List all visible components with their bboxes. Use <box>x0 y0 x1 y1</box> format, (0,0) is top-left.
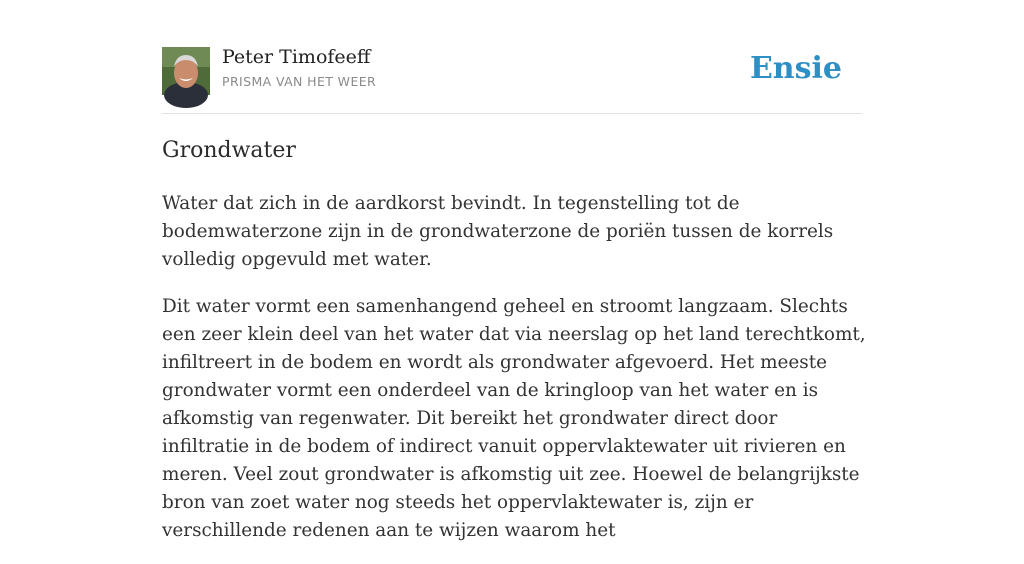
paragraph: Water dat zich in de aardkorst bevindt. In tegenstelling tot de bodemwaterzone zijn in de grondwaterzone de poriën tussen de korrels volledig opgevuld met water. <box>162 193 834 270</box>
paragraph: Dit water vormt een samenhangend geheel en stroomt langzaam. Slechts een zeer klein deel van het water dat via neerslag op het land terechtkomt, infiltreert in de bodem en wordt als grondwater afgevoerd. Het meeste grondwater vormt een onderdeel van de kringloop van het water en is afkomstig van regenwater. Dit bereikt het grondwater direct door infiltratie in de bodem of indirect vanuit oppervlaktewater uit rivieren en meren. Veel zout grondwater is afkomstig uit zee. Hoewel de belangrijkste bron van zoet water nog steeds het oppervlaktewater is, zijn er verschillende redenen aan te wijzen waarom het <box>162 296 866 541</box>
header-divider <box>162 113 862 114</box>
author-name[interactable]: Peter Timofeeff <box>222 46 371 68</box>
author-subtitle[interactable]: PRISMA VAN HET WEER <box>222 74 377 89</box>
avatar-image <box>162 47 210 95</box>
article-title: Grondwater <box>162 138 296 163</box>
author-avatar[interactable] <box>162 47 210 95</box>
ensie-logo[interactable]: Ensie <box>749 51 842 86</box>
article-header <box>162 46 862 96</box>
article-body <box>162 190 866 564</box>
